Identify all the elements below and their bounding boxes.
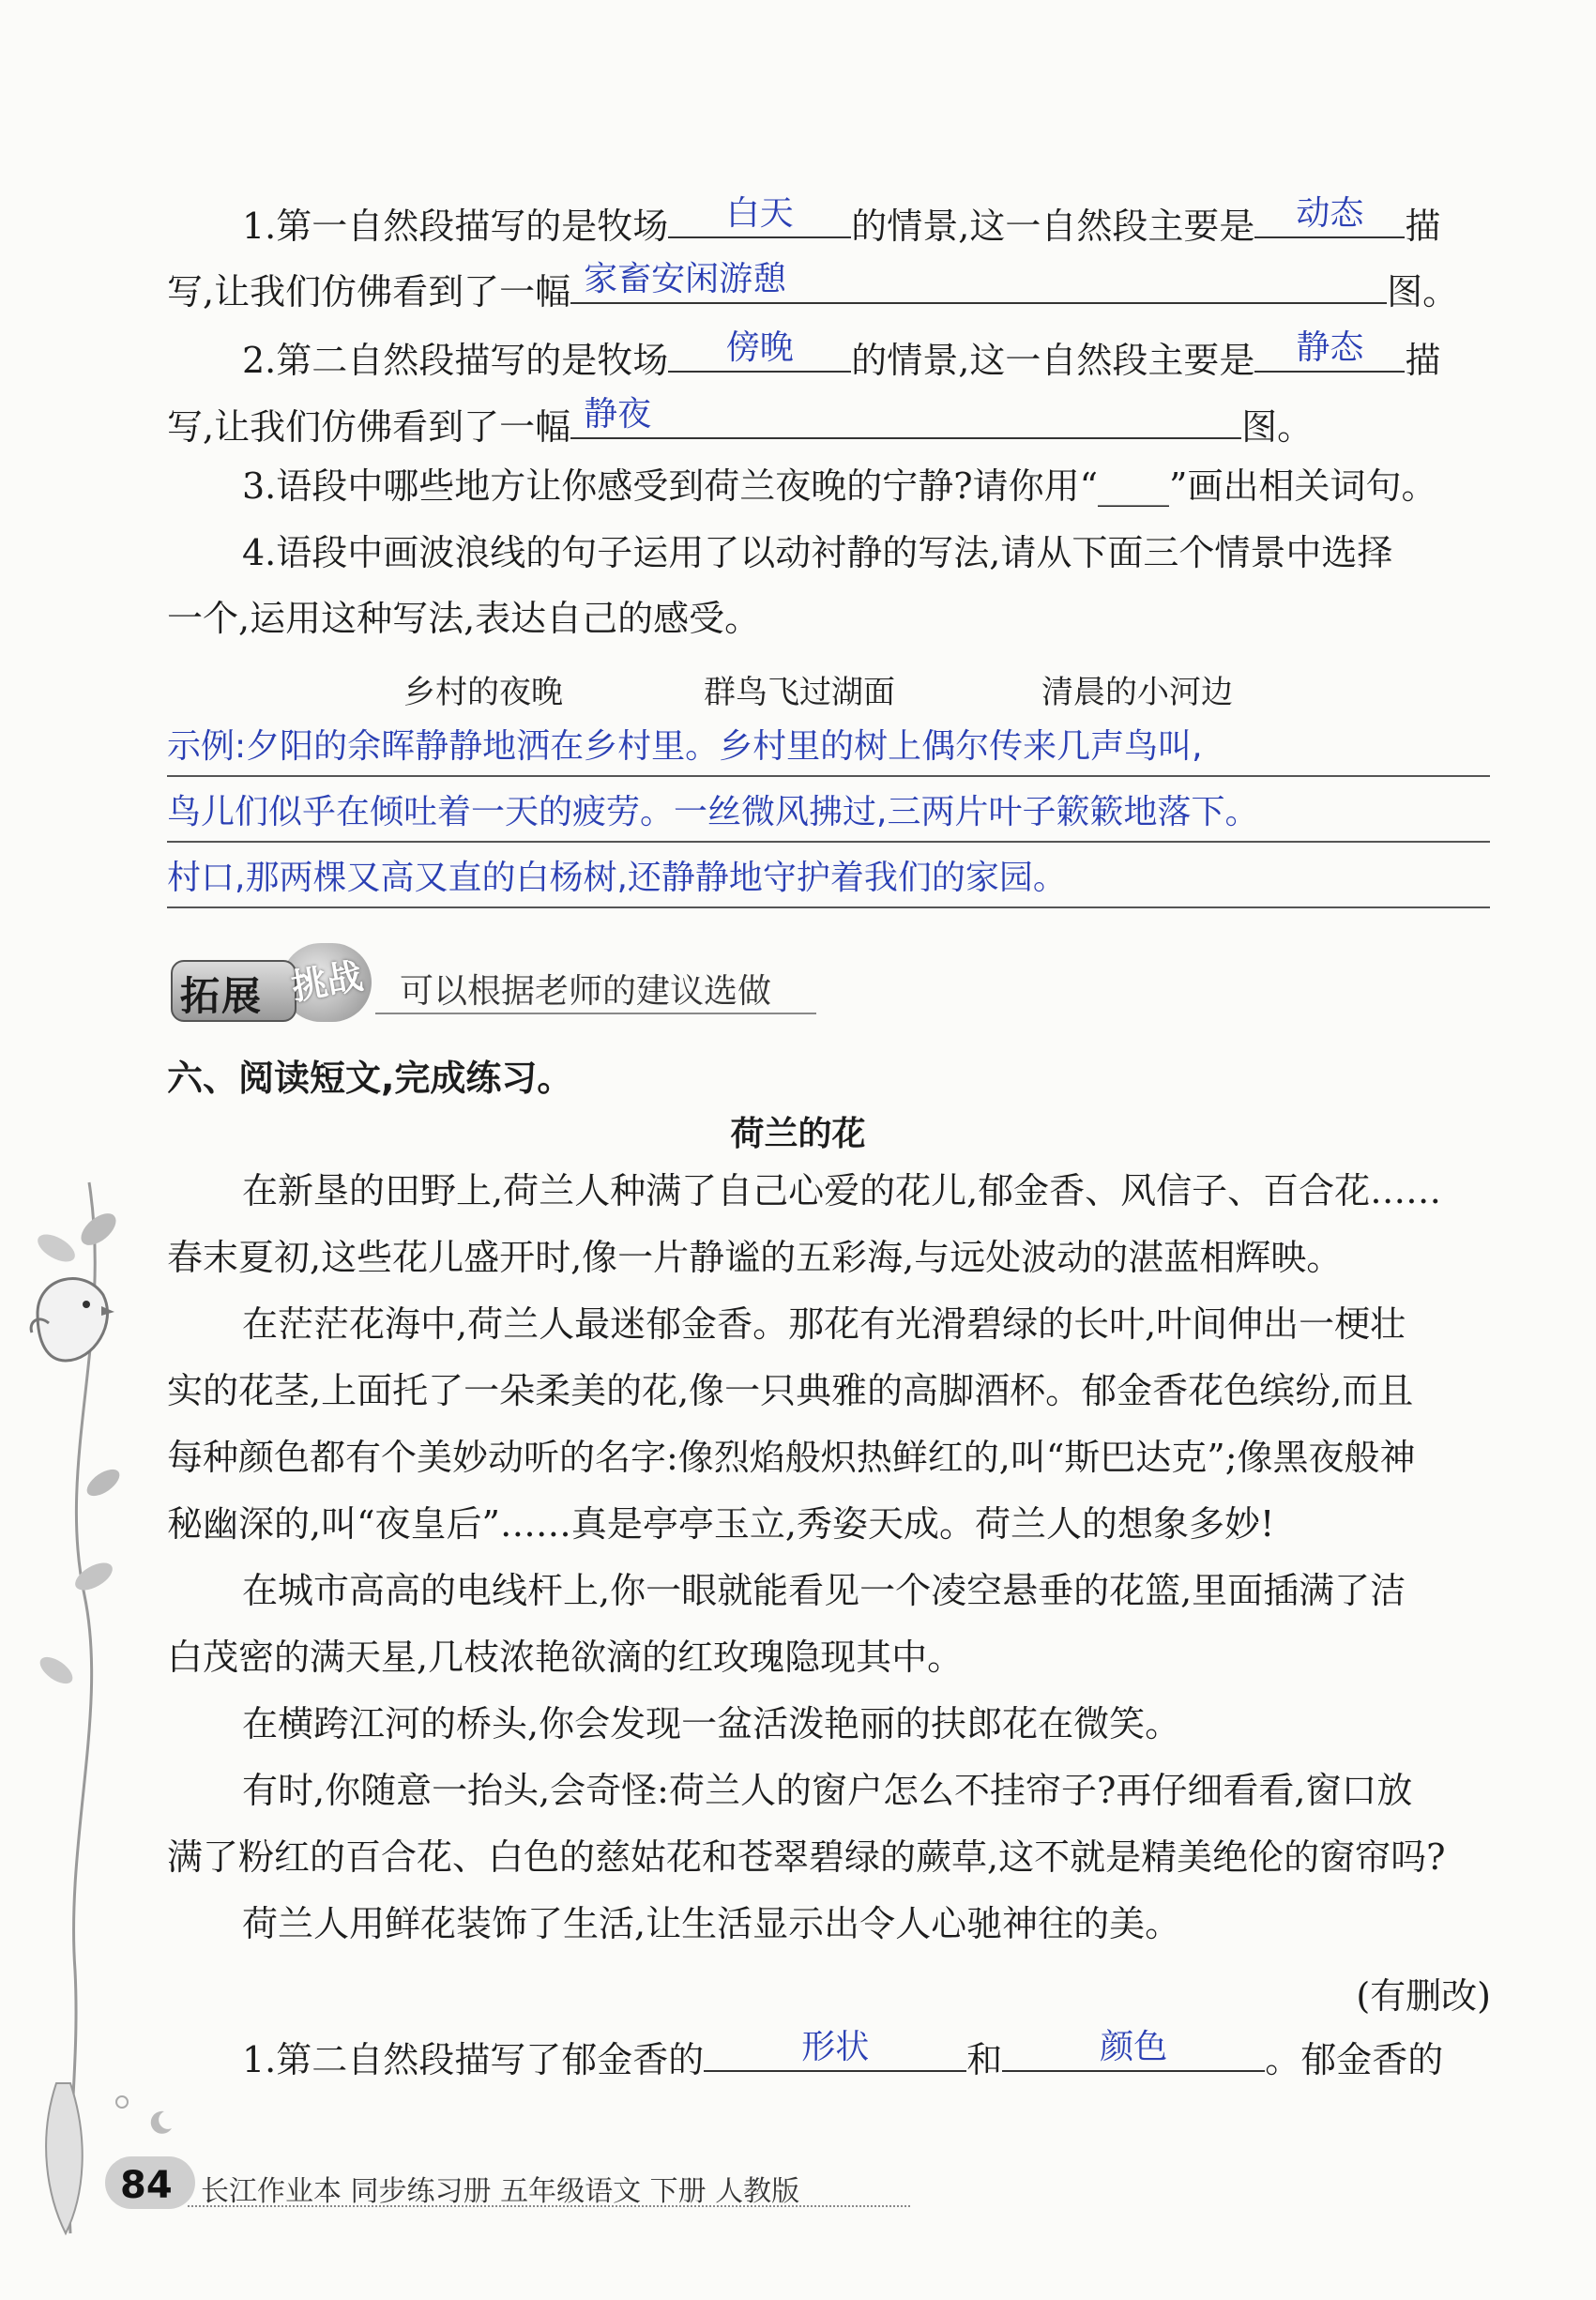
passage-line: 每种颜色都有个美妙动听的名字:像烈焰般炽热鲜红的,叫“斯巴达克”;像黑夜般神 [167, 1437, 1416, 1478]
page-number: 84 [120, 2164, 173, 2207]
question-2-line-2: 写,让我们仿佛看到了一幅 静夜 图。 [167, 395, 1314, 448]
answer-blank[interactable]: 颜色 [1002, 2034, 1265, 2072]
passage-line: 实的花茎,上面托了一朵柔美的花,像一只典雅的高脚酒杯。郁金香花色缤纷,而且 [167, 1370, 1414, 1411]
answer-line[interactable]: 村口,那两棵又高又直的白杨树,还静静地守护着我们的家园。 [167, 854, 1490, 908]
question-1-line-2: 写,让我们仿佛看到了一幅 家畜安闲游憩 图。 [167, 260, 1459, 312]
footer-text: 长江作业本 同步练习册 五年级语文 下册 人教版 [201, 2175, 800, 2208]
source-note: (有删改) [1356, 1975, 1491, 2017]
passage-line: 有时,你随意一抬头,会奇怪:荷兰人的窗户怎么不挂帘子?再仔细看看,窗口放 [242, 1770, 1413, 1811]
answer-blank[interactable]: 动态 [1254, 201, 1405, 238]
passage-line: 白茂密的满天星,几枝浓艳欲滴的红玫瑰隐现其中。 [167, 1637, 964, 1678]
passage-line: 在茫茫花海中,荷兰人最迷郁金香。那花有光滑碧绿的长叶,叶间伸出一梗壮 [242, 1303, 1406, 1345]
scene-option: 群鸟飞过湖面 [704, 674, 895, 711]
answer-line[interactable]: 鸟儿们似乎在倾吐着一天的疲劳。一丝微风拂过,三两片叶子簌簌地落下。 [167, 788, 1490, 843]
question-2-line-1: 2.第二自然段描写的是牧场 傍晚 的情景,这一自然段主要是 静态 描 [242, 328, 1441, 381]
passage-line: 荷兰人用鲜花装饰了生活,让生活显示出令人心驰神往的美。 [242, 1903, 1181, 1944]
passage-line: 在新垦的田野上,荷兰人种满了自己心爱的花儿,郁金香、风信子、百合花…… [242, 1170, 1442, 1211]
footer-divider [188, 2205, 910, 2207]
passage-title: 荷兰的花 [730, 1115, 866, 1153]
question-4-line-1: 4.语段中画波浪线的句子运用了以动衬静的写法,请从下面三个情景中选择 [242, 532, 1393, 573]
passage-line: 春末夏初,这些花儿盛开时,像一片静谧的五彩海,与远处波动的湛蓝相辉映。 [167, 1237, 1343, 1278]
extension-challenge-badge: 拓展 挑战 [171, 943, 372, 1022]
scene-option: 清晨的小河边 [1041, 674, 1233, 711]
passage-line: 满了粉红的百合花、白色的慈姑花和苍翠碧绿的蕨草,这不就是精美绝伦的窗帘吗? [167, 1836, 1446, 1878]
answer-line[interactable]: 示例:夕阳的余晖静静地洒在乡村里。乡村里的树上偶尔传来几声鸟叫, [167, 723, 1490, 777]
passage-question-1: 1.第二自然段描写了郁金香的 形状 和 颜色 。郁金香的 [242, 2028, 1444, 2080]
extension-divider [375, 1013, 816, 1014]
answer-blank[interactable]: 白天 [668, 201, 851, 238]
passage-line: 秘幽深的,叫“夜皇后”……真是亭亭玉立,秀姿天成。荷兰人的想象多妙! [167, 1503, 1275, 1545]
question-3: 3.语段中哪些地方让你感受到荷兰夜晚的宁静?请你用“____”画出相关词句。 [242, 465, 1437, 507]
answer-blank[interactable]: 静夜 [570, 402, 1241, 439]
passage-line: 在城市高高的电线杆上,你一眼就能看见一个凌空悬垂的花篮,里面插满了洁 [242, 1570, 1406, 1611]
answer-blank[interactable]: 傍晚 [668, 335, 851, 373]
scene-option: 乡村的夜晚 [403, 674, 563, 711]
answer-blank[interactable]: 形状 [704, 2034, 966, 2072]
passage-line: 在横跨江河的桥头,你会发现一盆活泼艳丽的扶郎花在微笑。 [242, 1703, 1181, 1744]
question-4-line-2: 一个,运用这种写法,表达自己的感受。 [167, 598, 761, 639]
extension-note: 可以根据老师的建议选做 [400, 972, 772, 1011]
section-heading: 六、阅读短文,完成练习。 [167, 1058, 573, 1099]
question-1-line-1: 1.第一自然段描写的是牧场 白天 的情景,这一自然段主要是 动态 描 [242, 194, 1441, 247]
answer-blank[interactable]: 家畜安闲游憩 [570, 267, 1387, 304]
answer-blank[interactable]: 静态 [1254, 335, 1405, 373]
